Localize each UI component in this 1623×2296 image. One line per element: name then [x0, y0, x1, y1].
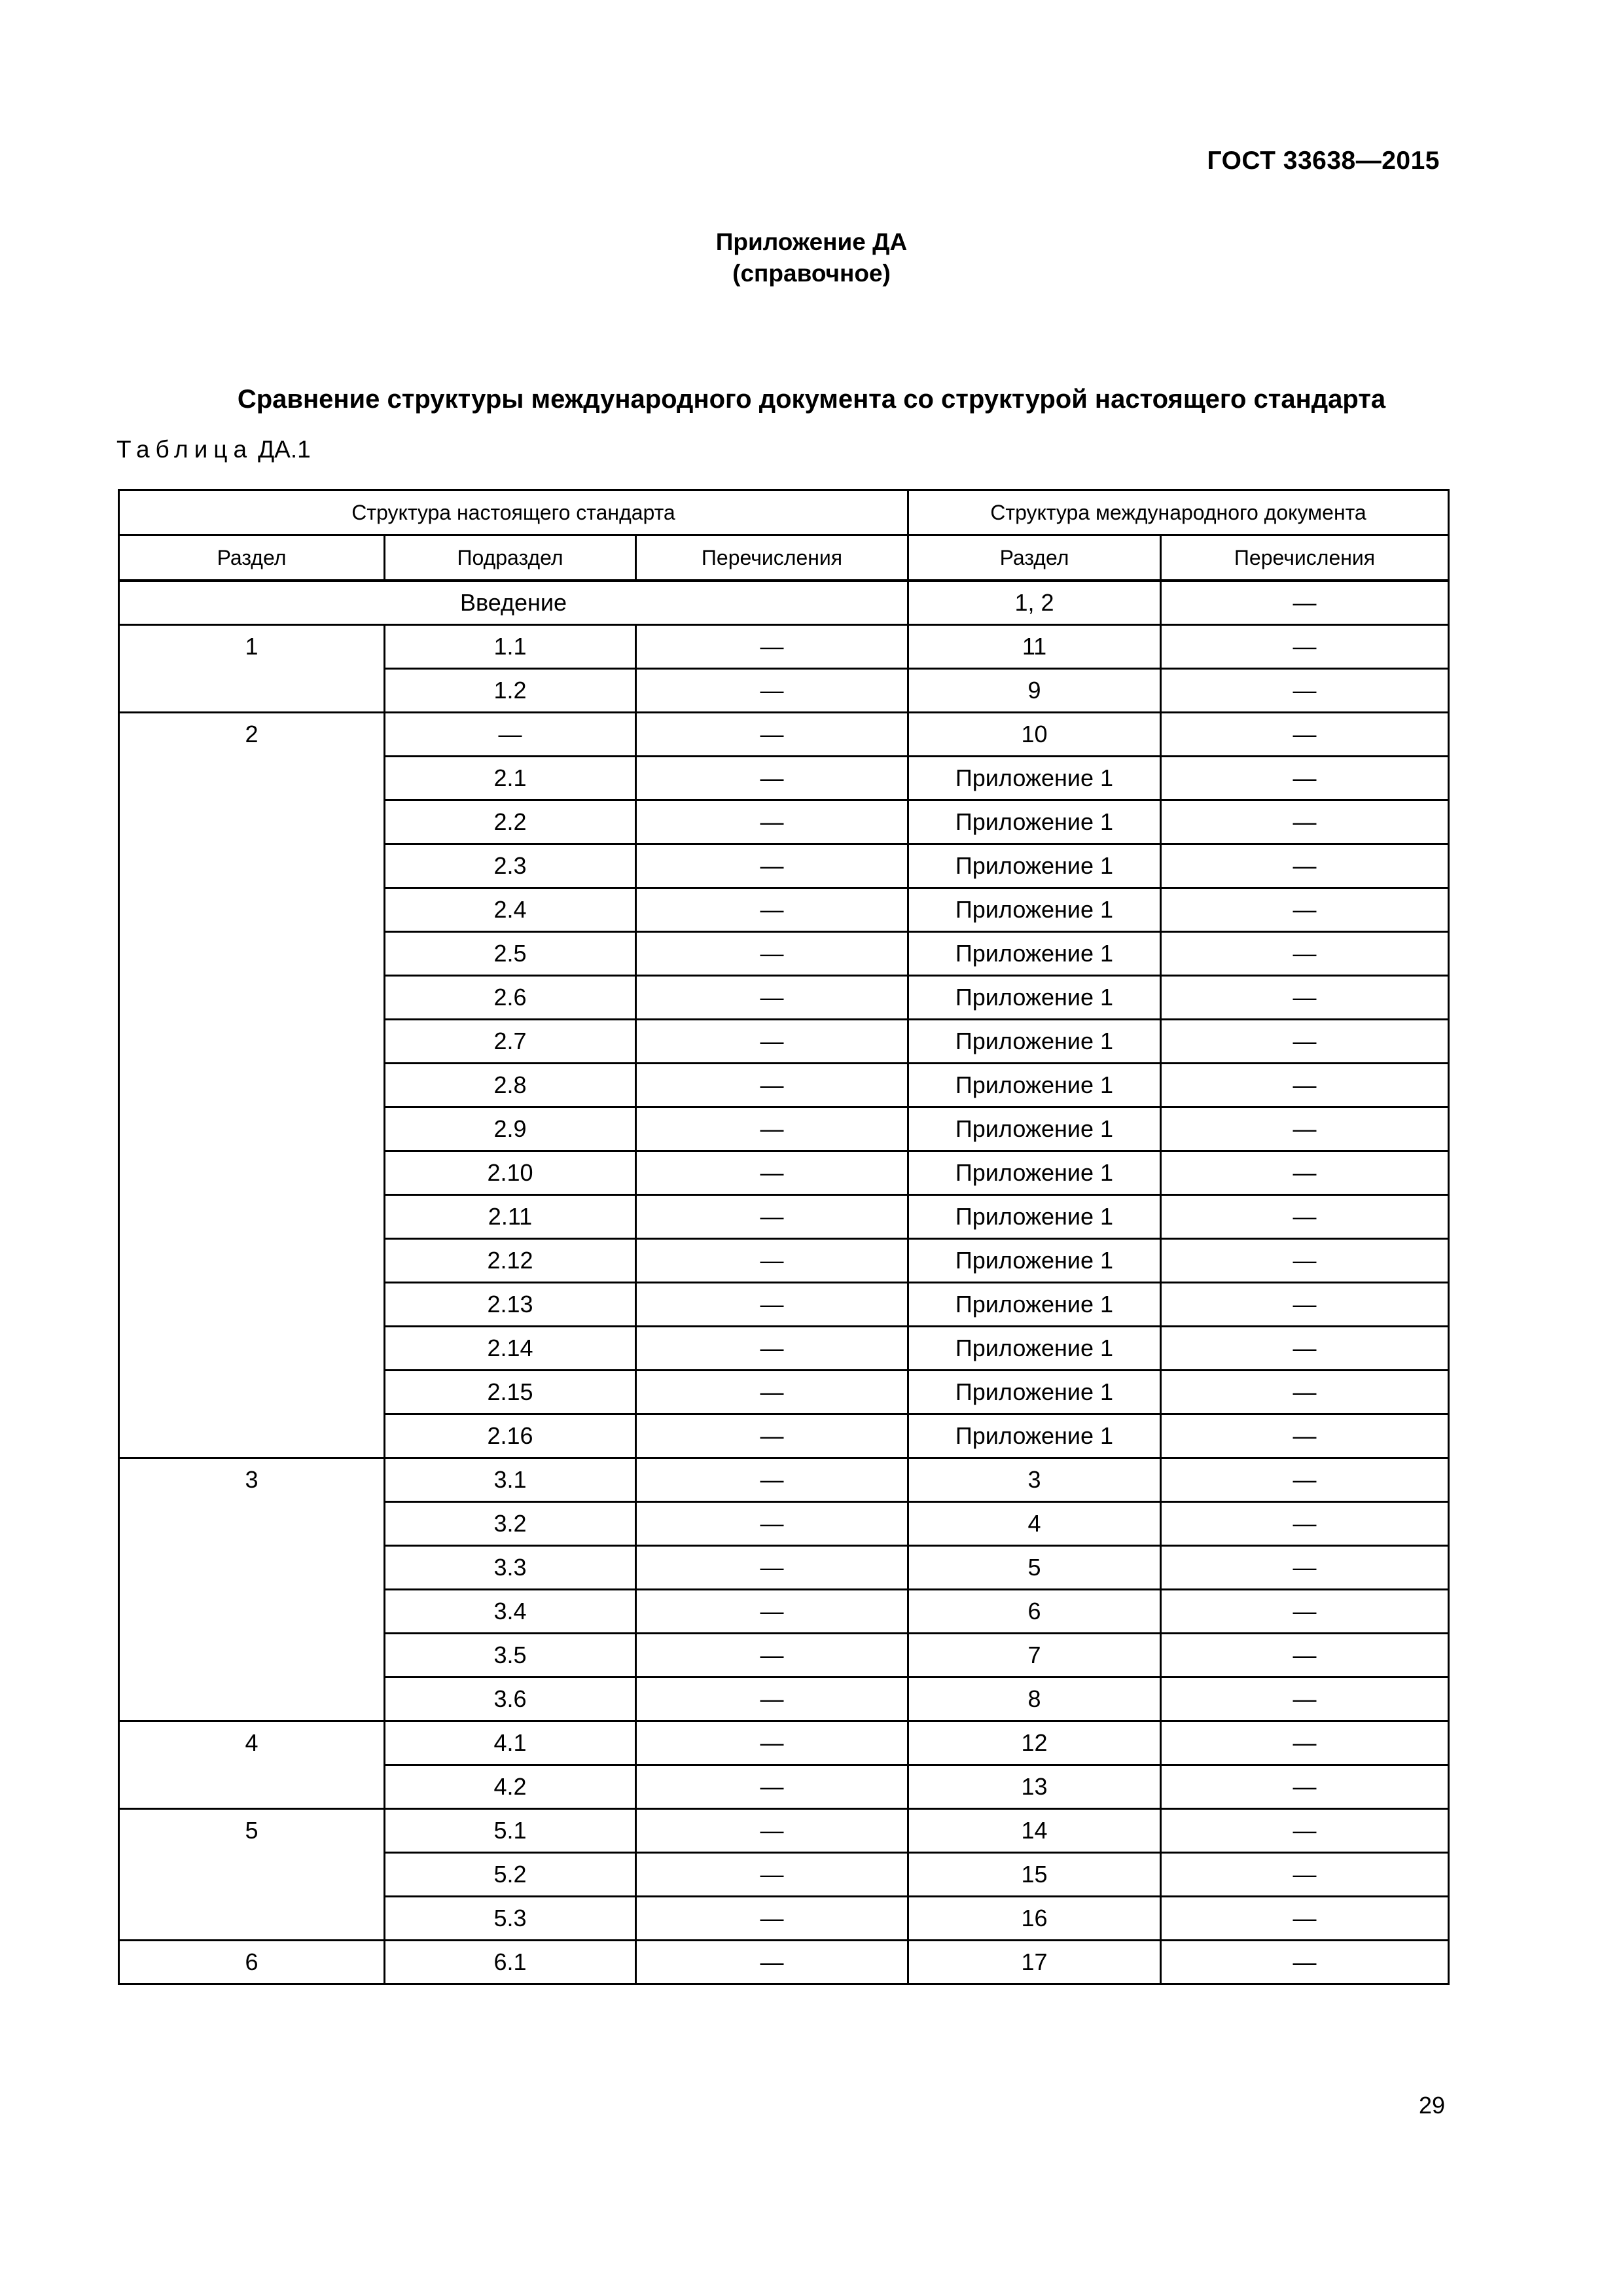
- table-label: [116, 436, 311, 463]
- intl-section-cell: Приложение 1: [908, 932, 1161, 976]
- column-header: Подраздел: [385, 535, 636, 581]
- intl-enumeration-cell: —: [1161, 669, 1449, 713]
- column-header: Раздел: [908, 535, 1161, 581]
- intl-section-cell: 11: [908, 625, 1161, 669]
- intl-enumeration-cell: —: [1161, 1239, 1449, 1283]
- enumeration-cell: —: [636, 1897, 908, 1941]
- enumeration-cell: —: [636, 713, 908, 757]
- intl-section-cell: 5: [908, 1546, 1161, 1590]
- enumeration-cell: —: [636, 888, 908, 932]
- table-label-word: Таблица: [116, 436, 253, 463]
- enumeration-cell: —: [636, 1064, 908, 1107]
- intro-row: [119, 581, 1449, 625]
- subsection-cell: 2.5: [385, 932, 636, 976]
- intro-intl-section: 1, 2: [908, 581, 1161, 625]
- enumeration-cell: —: [636, 1941, 908, 1984]
- intl-section-cell: 8: [908, 1677, 1161, 1721]
- subsection-cell: 2.8: [385, 1064, 636, 1107]
- enumeration-cell: —: [636, 800, 908, 844]
- group-header-national: Структура настоящего стандарта: [119, 490, 908, 535]
- intro-label: Введение: [119, 581, 908, 625]
- appendix-subtitle: (справочное): [732, 260, 891, 287]
- subsection-cell: 2.6: [385, 976, 636, 1020]
- intl-section-cell: 10: [908, 713, 1161, 757]
- enumeration-cell: —: [636, 1327, 908, 1371]
- intl-enumeration-cell: —: [1161, 1064, 1449, 1107]
- subsection-cell: 5.1: [385, 1809, 636, 1853]
- intl-enumeration-cell: —: [1161, 1107, 1449, 1151]
- appendix-title: Приложение ДА: [715, 228, 908, 255]
- section-cell: 6: [119, 1941, 385, 1984]
- subsection-cell: 2.7: [385, 1020, 636, 1064]
- subsection-cell: 2.4: [385, 888, 636, 932]
- comparison-table: [118, 489, 1450, 1985]
- intl-enumeration-cell: —: [1161, 1371, 1449, 1414]
- subsection-cell: 5.2: [385, 1853, 636, 1897]
- subsection-cell: 2.12: [385, 1239, 636, 1283]
- intl-section-cell: 9: [908, 669, 1161, 713]
- intl-section-cell: 3: [908, 1458, 1161, 1502]
- intl-section-cell: 15: [908, 1853, 1161, 1897]
- subsection-cell: 4.2: [385, 1765, 636, 1809]
- enumeration-cell: —: [636, 1283, 908, 1327]
- intl-enumeration-cell: —: [1161, 1634, 1449, 1677]
- enumeration-cell: —: [636, 1195, 908, 1239]
- enumeration-cell: —: [636, 1239, 908, 1283]
- intl-section-cell: Приложение 1: [908, 800, 1161, 844]
- subsection-cell: —: [385, 713, 636, 757]
- intl-enumeration-cell: —: [1161, 976, 1449, 1020]
- intl-enumeration-cell: —: [1161, 1853, 1449, 1897]
- subsection-cell: 3.5: [385, 1634, 636, 1677]
- intl-section-cell: 7: [908, 1634, 1161, 1677]
- intl-section-cell: Приложение 1: [908, 1239, 1161, 1283]
- section-cell: 1: [119, 625, 385, 713]
- intl-enumeration-cell: —: [1161, 932, 1449, 976]
- enumeration-cell: —: [636, 1677, 908, 1721]
- section-cell: 2: [119, 713, 385, 1458]
- intl-section-cell: 17: [908, 1941, 1161, 1984]
- enumeration-cell: —: [636, 1502, 908, 1546]
- subsection-cell: 2.15: [385, 1371, 636, 1414]
- table-row: [119, 1941, 1449, 1984]
- enumeration-cell: —: [636, 625, 908, 669]
- intl-enumeration-cell: —: [1161, 1327, 1449, 1371]
- subsection-cell: 2.2: [385, 800, 636, 844]
- intl-section-cell: 14: [908, 1809, 1161, 1853]
- intl-section-cell: Приложение 1: [908, 1371, 1161, 1414]
- subsection-cell: 3.3: [385, 1546, 636, 1590]
- intl-enumeration-cell: —: [1161, 1765, 1449, 1809]
- intl-section-cell: Приложение 1: [908, 844, 1161, 888]
- enumeration-cell: —: [636, 976, 908, 1020]
- document-code: ГОСТ 33638—2015: [1207, 147, 1440, 175]
- table-row: [119, 713, 1449, 757]
- enumeration-cell: —: [636, 1107, 908, 1151]
- intl-enumeration-cell: —: [1161, 844, 1449, 888]
- section-cell: 3: [119, 1458, 385, 1721]
- intl-enumeration-cell: —: [1161, 1897, 1449, 1941]
- subsection-cell: 2.11: [385, 1195, 636, 1239]
- subsection-cell: 3.4: [385, 1590, 636, 1634]
- subsection-cell: 2.16: [385, 1414, 636, 1458]
- enumeration-cell: —: [636, 1765, 908, 1809]
- subsection-cell: 1.1: [385, 625, 636, 669]
- intl-enumeration-cell: —: [1161, 1677, 1449, 1721]
- enumeration-cell: —: [636, 1020, 908, 1064]
- subsection-cell: 2.9: [385, 1107, 636, 1151]
- enumeration-cell: —: [636, 1371, 908, 1414]
- table-row: [119, 1458, 1449, 1502]
- enumeration-cell: —: [636, 1151, 908, 1195]
- intl-enumeration-cell: —: [1161, 713, 1449, 757]
- subsection-cell: 2.14: [385, 1327, 636, 1371]
- subsection-cell: 2.10: [385, 1151, 636, 1195]
- intl-section-cell: Приложение 1: [908, 1414, 1161, 1458]
- enumeration-cell: —: [636, 1590, 908, 1634]
- intl-enumeration-cell: —: [1161, 800, 1449, 844]
- enumeration-cell: —: [636, 932, 908, 976]
- intl-enumeration-cell: —: [1161, 1414, 1449, 1458]
- intro-intl-enum: —: [1161, 581, 1449, 625]
- subsection-cell: 2.3: [385, 844, 636, 888]
- appendix-heading: [0, 226, 1623, 289]
- intl-section-cell: Приложение 1: [908, 1327, 1161, 1371]
- subsection-cell: 6.1: [385, 1941, 636, 1984]
- intl-enumeration-cell: —: [1161, 1941, 1449, 1984]
- section-cell: 5: [119, 1809, 385, 1941]
- intl-enumeration-cell: —: [1161, 1195, 1449, 1239]
- intl-section-cell: Приложение 1: [908, 757, 1161, 800]
- intl-section-cell: Приложение 1: [908, 1107, 1161, 1151]
- column-header: Перечисления: [1161, 535, 1449, 581]
- enumeration-cell: —: [636, 1634, 908, 1677]
- intl-enumeration-cell: —: [1161, 1721, 1449, 1765]
- enumeration-cell: —: [636, 1414, 908, 1458]
- intl-enumeration-cell: —: [1161, 1283, 1449, 1327]
- intl-section-cell: 13: [908, 1765, 1161, 1809]
- intl-section-cell: 12: [908, 1721, 1161, 1765]
- enumeration-cell: —: [636, 1721, 908, 1765]
- table-row: [119, 625, 1449, 669]
- intl-section-cell: Приложение 1: [908, 1020, 1161, 1064]
- section-cell: 4: [119, 1721, 385, 1809]
- intl-section-cell: Приложение 1: [908, 1064, 1161, 1107]
- table-row: [119, 1809, 1449, 1853]
- enumeration-cell: —: [636, 1458, 908, 1502]
- subsection-cell: 3.6: [385, 1677, 636, 1721]
- intl-section-cell: 16: [908, 1897, 1161, 1941]
- enumeration-cell: —: [636, 1546, 908, 1590]
- subsection-cell: 3.2: [385, 1502, 636, 1546]
- subsection-cell: 2.13: [385, 1283, 636, 1327]
- intl-enumeration-cell: —: [1161, 1151, 1449, 1195]
- intl-section-cell: 6: [908, 1590, 1161, 1634]
- column-header: Раздел: [119, 535, 385, 581]
- page-number: 29: [1418, 2092, 1445, 2119]
- intl-enumeration-cell: —: [1161, 1809, 1449, 1853]
- intl-section-cell: Приложение 1: [908, 1195, 1161, 1239]
- intl-enumeration-cell: —: [1161, 888, 1449, 932]
- intl-section-cell: 4: [908, 1502, 1161, 1546]
- intl-enumeration-cell: —: [1161, 1458, 1449, 1502]
- subsection-cell: 4.1: [385, 1721, 636, 1765]
- enumeration-cell: —: [636, 757, 908, 800]
- intl-enumeration-cell: —: [1161, 1590, 1449, 1634]
- column-header: Перечисления: [636, 535, 908, 581]
- enumeration-cell: —: [636, 669, 908, 713]
- table-label-number: ДА.1: [258, 436, 311, 463]
- group-header-international: Структура международного документа: [908, 490, 1449, 535]
- intl-section-cell: Приложение 1: [908, 976, 1161, 1020]
- intl-enumeration-cell: —: [1161, 625, 1449, 669]
- intl-enumeration-cell: —: [1161, 1020, 1449, 1064]
- subsection-cell: 5.3: [385, 1897, 636, 1941]
- intl-enumeration-cell: —: [1161, 1546, 1449, 1590]
- enumeration-cell: —: [636, 844, 908, 888]
- intl-enumeration-cell: —: [1161, 757, 1449, 800]
- subsection-cell: 1.2: [385, 669, 636, 713]
- intl-section-cell: Приложение 1: [908, 888, 1161, 932]
- intl-enumeration-cell: —: [1161, 1502, 1449, 1546]
- intl-section-cell: Приложение 1: [908, 1151, 1161, 1195]
- enumeration-cell: —: [636, 1853, 908, 1897]
- section-title: Сравнение структуры международного документа со структурой настоящего стандарта: [237, 385, 1386, 414]
- subsection-cell: 3.1: [385, 1458, 636, 1502]
- intl-section-cell: Приложение 1: [908, 1283, 1161, 1327]
- table-row: [119, 1721, 1449, 1765]
- enumeration-cell: —: [636, 1809, 908, 1853]
- table-body: [119, 581, 1449, 1984]
- subsection-cell: 2.1: [385, 757, 636, 800]
